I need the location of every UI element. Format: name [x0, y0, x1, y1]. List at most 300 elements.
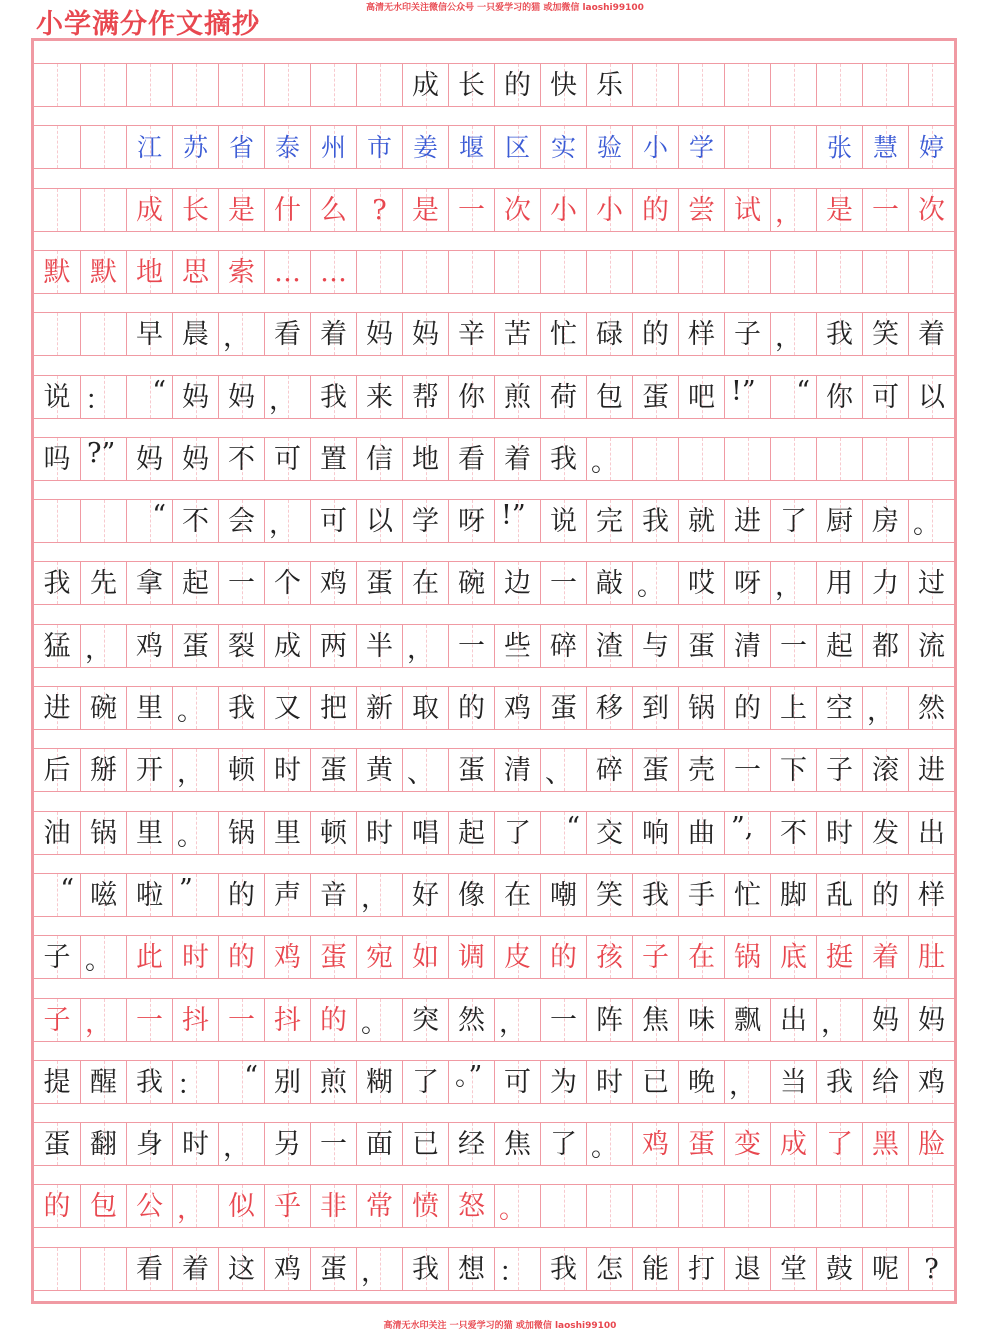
- grid-cell: [632, 687, 678, 729]
- grid-cell: [632, 376, 678, 418]
- grid-cell: [724, 64, 770, 106]
- grid-char: ，: [269, 385, 296, 416]
- grid-cell: [402, 376, 448, 418]
- grid-char: 会: [228, 505, 255, 537]
- grid-char: 成: [136, 194, 163, 226]
- grid-cell: [816, 64, 862, 106]
- grid-cell: [126, 874, 172, 916]
- grid-char: ?: [924, 1253, 939, 1285]
- grid-char: 到: [642, 692, 669, 724]
- grid-char: 鸡: [136, 630, 163, 662]
- grid-char: 出: [918, 817, 945, 849]
- grid-char: 一: [136, 1004, 163, 1036]
- grid-cell: [770, 64, 816, 106]
- grid-char: 荷: [550, 381, 577, 413]
- grid-cell: [540, 1248, 586, 1290]
- grid-cell: [356, 687, 402, 729]
- grid-cell: [356, 936, 402, 978]
- grid-cell: [264, 438, 310, 480]
- grid-char: 起: [458, 817, 485, 849]
- grid-cell: [448, 1061, 494, 1103]
- grid-cell: [172, 438, 218, 480]
- grid-cell: [356, 625, 402, 667]
- grid-cell: [218, 313, 264, 355]
- grid-cell: [586, 749, 632, 791]
- grid-cell: [908, 376, 954, 418]
- grid-cell: [770, 749, 816, 791]
- grid-cell: [862, 999, 908, 1041]
- grid-cell: [908, 749, 954, 791]
- grid-char: 似: [228, 1190, 255, 1222]
- grid-cell: [126, 376, 172, 418]
- grid-char: 。”: [455, 1061, 483, 1092]
- grid-char: 一: [550, 567, 577, 599]
- grid-cell: [540, 189, 586, 231]
- grid-cell: [678, 562, 724, 604]
- grid-cell: [678, 874, 724, 916]
- grid-cell: [218, 251, 264, 293]
- grid-cell: [632, 749, 678, 791]
- grid-cell: [218, 1185, 264, 1227]
- grid-char: 碗: [90, 692, 117, 724]
- grid-char: 常: [366, 1190, 393, 1222]
- grid-cell: [724, 313, 770, 355]
- grid-char: 当: [780, 1066, 807, 1098]
- grid-cell: [126, 189, 172, 231]
- grid-cell: [632, 126, 678, 168]
- grid-cell: [770, 625, 816, 667]
- grid-char: 鸡: [274, 1253, 301, 1285]
- grid-char: “: [244, 1061, 258, 1092]
- grid-cell: [632, 313, 678, 355]
- grid-cell: [494, 999, 540, 1041]
- grid-cell: [402, 64, 448, 106]
- grid-cell: [816, 1061, 862, 1103]
- grid-cell: [310, 936, 356, 978]
- grid-char: 曲: [688, 817, 715, 849]
- grid-cell: [356, 313, 402, 355]
- grid-cell: [862, 874, 908, 916]
- grid-cell: [126, 126, 172, 168]
- grid-cell: [724, 1248, 770, 1290]
- grid-char: 看: [458, 443, 485, 475]
- grid-cell: [402, 251, 448, 293]
- grid-cell: [632, 625, 678, 667]
- grid-cell: [218, 874, 264, 916]
- grid-char: 手: [688, 879, 715, 911]
- grid-char: 了: [826, 1128, 853, 1160]
- grid-char: 成: [412, 69, 439, 101]
- grid-char: 的: [734, 692, 761, 724]
- grid-cell: [34, 1123, 80, 1165]
- grid-cell: [494, 189, 540, 231]
- grid-cell: [678, 376, 724, 418]
- grid-char: 地: [412, 443, 439, 475]
- grid-char: 了: [780, 505, 807, 537]
- grid-char: 。: [591, 1132, 618, 1163]
- grid-cell: [310, 562, 356, 604]
- grid-char: 。: [177, 821, 204, 852]
- grid-char: 起: [826, 630, 853, 662]
- grid-char: 起: [182, 567, 209, 599]
- grid-char: 以: [918, 381, 945, 413]
- grid-cell: [172, 562, 218, 604]
- grid-cell: [172, 812, 218, 854]
- grid-cell: [264, 625, 310, 667]
- grid-cell: [862, 1185, 908, 1227]
- grid-cell: [126, 749, 172, 791]
- grid-char: 可: [504, 1066, 531, 1098]
- grid-cell: [310, 313, 356, 355]
- grid-char: 公: [136, 1190, 163, 1222]
- grid-row: [34, 624, 954, 668]
- grid-char: 姜: [412, 132, 438, 162]
- grid-cell: [264, 749, 310, 791]
- grid-cell: [218, 999, 264, 1041]
- grid-char: 碗: [458, 567, 485, 599]
- grid-cell: [356, 562, 402, 604]
- grid-cell: [264, 874, 310, 916]
- grid-cell: [172, 500, 218, 542]
- grid-cell: [448, 64, 494, 106]
- grid-cell: [908, 1061, 954, 1103]
- grid-char: 又: [274, 692, 301, 724]
- grid-row: [34, 561, 954, 605]
- grid-cell: [770, 874, 816, 916]
- grid-char: 宛: [366, 941, 393, 973]
- grid-char: 发: [872, 817, 899, 849]
- grid-cell: [34, 562, 80, 604]
- grid-char: 是: [412, 194, 439, 226]
- grid-cell: [770, 313, 816, 355]
- grid-cell: [172, 999, 218, 1041]
- grid-char: 忙: [734, 879, 761, 911]
- grid-cell: [816, 189, 862, 231]
- grid-char: 响: [642, 817, 669, 849]
- grid-char: 进: [918, 754, 945, 786]
- grid-cell: [172, 1061, 218, 1103]
- grid-cell: [448, 625, 494, 667]
- grid-cell: [770, 687, 816, 729]
- grid-cell: [402, 1123, 448, 1165]
- grid-cell: [540, 1185, 586, 1227]
- grid-cell: [862, 562, 908, 604]
- grid-char: 里: [136, 817, 163, 849]
- grid-char: 一: [320, 1128, 347, 1160]
- grid-cell: [356, 812, 402, 854]
- grid-cell: [862, 1123, 908, 1165]
- grid-cell: [494, 64, 540, 106]
- grid-cell: [172, 625, 218, 667]
- grid-cell: [494, 562, 540, 604]
- grid-cell: [678, 1185, 724, 1227]
- grid-char: 调: [458, 941, 485, 973]
- grid-char: 样: [688, 318, 715, 350]
- grid-char: ，: [85, 1008, 112, 1039]
- grid-cell: [770, 189, 816, 231]
- grid-char: 包: [90, 1190, 117, 1222]
- grid-cell: [586, 936, 632, 978]
- grid-char: 皮: [504, 941, 531, 973]
- grid-cell: [632, 500, 678, 542]
- grid-cell: [356, 1061, 402, 1103]
- grid-char: ?: [372, 194, 387, 226]
- grid-char: 子: [43, 941, 71, 973]
- grid-char: 苏: [182, 132, 208, 162]
- grid-cell: [264, 999, 310, 1041]
- grid-cell: [80, 438, 126, 480]
- grid-char: 蛋: [642, 754, 669, 786]
- grid-cell: [448, 749, 494, 791]
- grid-char: 我: [43, 567, 71, 599]
- grid-cell: [80, 625, 126, 667]
- grid-cell: [310, 189, 356, 231]
- grid-char: 验: [596, 132, 622, 162]
- grid-char: 是: [228, 194, 255, 226]
- grid-char: ：: [85, 385, 112, 416]
- grid-cell: [632, 1123, 678, 1165]
- grid-row: [34, 1060, 954, 1104]
- grid-cell: [264, 1123, 310, 1165]
- grid-cell: [80, 251, 126, 293]
- grid-cell: [678, 251, 724, 293]
- grid-cell: [402, 1185, 448, 1227]
- grid-cell: [80, 500, 126, 542]
- grid-cell: [34, 500, 80, 542]
- grid-char: 可: [872, 381, 899, 413]
- grid-cell: [724, 936, 770, 978]
- grid-cell: [632, 999, 678, 1041]
- grid-cell: [816, 438, 862, 480]
- grid-char: 乱: [826, 879, 853, 911]
- grid-cell: [724, 562, 770, 604]
- grid-cell: [218, 562, 264, 604]
- grid-char: 的: [458, 692, 485, 724]
- grid-char: 壳: [688, 754, 715, 786]
- grid-cell: [724, 438, 770, 480]
- grid-char: ，: [775, 198, 802, 229]
- grid-char: 猛: [43, 630, 71, 662]
- grid-cell: [356, 376, 402, 418]
- grid-char: 我: [642, 879, 669, 911]
- grid-cell: [586, 126, 632, 168]
- grid-cell: [80, 189, 126, 231]
- grid-cell: [264, 313, 310, 355]
- grid-cell: [770, 1123, 816, 1165]
- grid-cell: [586, 1123, 632, 1165]
- grid-char: 敲: [596, 567, 623, 599]
- grid-char: 不: [780, 817, 807, 849]
- grid-char: 蛋: [320, 754, 347, 786]
- grid-cell: [218, 64, 264, 106]
- grid-cell: [862, 687, 908, 729]
- grid-char: ，: [775, 322, 802, 353]
- grid-char: 锅: [90, 817, 117, 849]
- grid-cell: [448, 812, 494, 854]
- grid-cell: [172, 687, 218, 729]
- grid-cell: [80, 1061, 126, 1103]
- grid-cell: [34, 687, 80, 729]
- grid-char: 子: [642, 941, 669, 973]
- grid-char: 呀: [458, 505, 485, 537]
- grid-char: !”: [501, 500, 526, 531]
- grid-cell: [172, 64, 218, 106]
- grid-char: 着: [918, 318, 945, 350]
- grid-cell: [126, 1248, 172, 1290]
- grid-char: 唱: [412, 817, 439, 849]
- grid-cell: [724, 749, 770, 791]
- grid-char: 默: [90, 256, 117, 288]
- grid-char: 晨: [182, 318, 209, 350]
- grid-cell: [34, 376, 80, 418]
- grid-char: 包: [596, 381, 623, 413]
- grid-char: 抖: [274, 1004, 301, 1036]
- watermark-note-top: 高清无水印关注微信公众号 一只爱学习的猫 或加微信 laoshi99100: [366, 3, 644, 13]
- grid-char: 鸡: [320, 567, 347, 599]
- grid-char: 蛋: [320, 1253, 347, 1285]
- grid-char: 渣: [596, 630, 623, 662]
- grid-cell: [770, 999, 816, 1041]
- grid-char: 打: [688, 1253, 715, 1285]
- grid-char: 飘: [734, 1004, 761, 1036]
- grid-cell: [770, 1061, 816, 1103]
- grid-cell: [448, 438, 494, 480]
- grid-row: [34, 312, 954, 356]
- grid-row: [34, 125, 954, 169]
- grid-cell: [724, 500, 770, 542]
- grid-cell: [448, 562, 494, 604]
- grid-char: 清: [504, 754, 531, 786]
- grid-char: “: [152, 376, 166, 407]
- grid-cell: [310, 1061, 356, 1103]
- grid-char: 泰: [274, 132, 300, 162]
- grid-cell: [540, 500, 586, 542]
- grid-cell: [402, 500, 448, 542]
- grid-char: 不: [228, 443, 255, 475]
- grid-cell: [586, 376, 632, 418]
- grid-cell: [586, 500, 632, 542]
- grid-cell: [724, 1123, 770, 1165]
- grid-char: 力: [872, 567, 899, 599]
- grid-char: 成: [780, 1128, 807, 1160]
- grid-char: 鸡: [918, 1066, 945, 1098]
- grid-char: 妈: [182, 381, 209, 413]
- grid-cell: [34, 126, 80, 168]
- grid-cell: [80, 1248, 126, 1290]
- grid-char: 。: [913, 509, 940, 540]
- grid-cell: [448, 126, 494, 168]
- grid-char: 我: [550, 443, 577, 475]
- grid-char: 味: [688, 1004, 715, 1036]
- grid-cell: [172, 251, 218, 293]
- grid-char: 样: [918, 879, 945, 911]
- grid-char: 就: [688, 505, 715, 537]
- grid-cell: [862, 189, 908, 231]
- grid-cell: [264, 936, 310, 978]
- grid-cell: [34, 625, 80, 667]
- grid-cell: [724, 687, 770, 729]
- grid-char: 慧: [872, 132, 898, 162]
- grid-cell: [34, 749, 80, 791]
- grid-char: 焦: [504, 1128, 531, 1160]
- grid-char: 了: [412, 1066, 439, 1098]
- grid-char: 市: [366, 132, 392, 162]
- grid-char: 地: [136, 256, 163, 288]
- grid-row: [34, 935, 954, 979]
- grid-char: 说: [550, 505, 577, 537]
- grid-cell: [724, 189, 770, 231]
- grid-char: ，: [775, 571, 802, 602]
- grid-char: 我: [320, 381, 347, 413]
- grid-char: 尝: [688, 194, 715, 226]
- grid-char: 边: [504, 567, 531, 599]
- grid-cell: [126, 313, 172, 355]
- grid-cell: [264, 126, 310, 168]
- grid-char: 我: [642, 505, 669, 537]
- grid-cell: [678, 999, 724, 1041]
- grid-cell: [448, 251, 494, 293]
- grid-cell: [540, 812, 586, 854]
- grid-char: 别: [274, 1066, 301, 1098]
- grid-cell: [356, 1185, 402, 1227]
- grid-char: 晚: [688, 1066, 715, 1098]
- grid-char: ?”: [87, 438, 116, 469]
- grid-char: 里: [136, 692, 163, 724]
- grid-cell: [126, 438, 172, 480]
- grid-char: !”: [731, 376, 756, 407]
- grid-cell: [862, 625, 908, 667]
- grid-cell: [172, 936, 218, 978]
- grid-char: 看: [136, 1253, 163, 1285]
- header-title: 小学满分作文摘抄: [36, 9, 260, 40]
- grid-cell: [678, 812, 724, 854]
- grid-cell: [862, 438, 908, 480]
- grid-cell: [724, 251, 770, 293]
- grid-cell: [80, 749, 126, 791]
- grid-char: 滚: [872, 754, 899, 786]
- grid-row: [34, 1184, 954, 1228]
- grid-char: 实: [550, 132, 576, 162]
- grid-char: 鼓: [826, 1253, 853, 1285]
- grid-cell: [494, 749, 540, 791]
- grid-char: 鸡: [642, 1128, 669, 1160]
- grid-cell: [632, 874, 678, 916]
- grid-char: 油: [43, 817, 71, 849]
- grid-cell: [494, 313, 540, 355]
- grid-char: 这: [228, 1253, 255, 1285]
- grid-char: 出: [780, 1004, 807, 1036]
- grid-char: 后: [43, 754, 71, 786]
- grid-cell: [586, 625, 632, 667]
- grid-cell: [816, 1123, 862, 1165]
- grid-char: …: [320, 256, 347, 288]
- grid-cell: [678, 936, 724, 978]
- grid-char: 州: [320, 132, 346, 162]
- grid-char: 蛋: [320, 941, 347, 973]
- grid-char: 我: [826, 1066, 853, 1098]
- grid-char: 鸡: [504, 692, 531, 724]
- grid-char: 在: [412, 567, 439, 599]
- grid-cell: [402, 812, 448, 854]
- grid-cell: [770, 812, 816, 854]
- grid-char: 子: [734, 318, 761, 350]
- grid-char: 想: [458, 1253, 485, 1285]
- grid-char: 吗: [43, 443, 71, 475]
- grid-cell: [816, 251, 862, 293]
- grid-char: 上: [780, 692, 807, 724]
- grid-char: 学: [688, 132, 714, 162]
- grid-row: [34, 873, 954, 917]
